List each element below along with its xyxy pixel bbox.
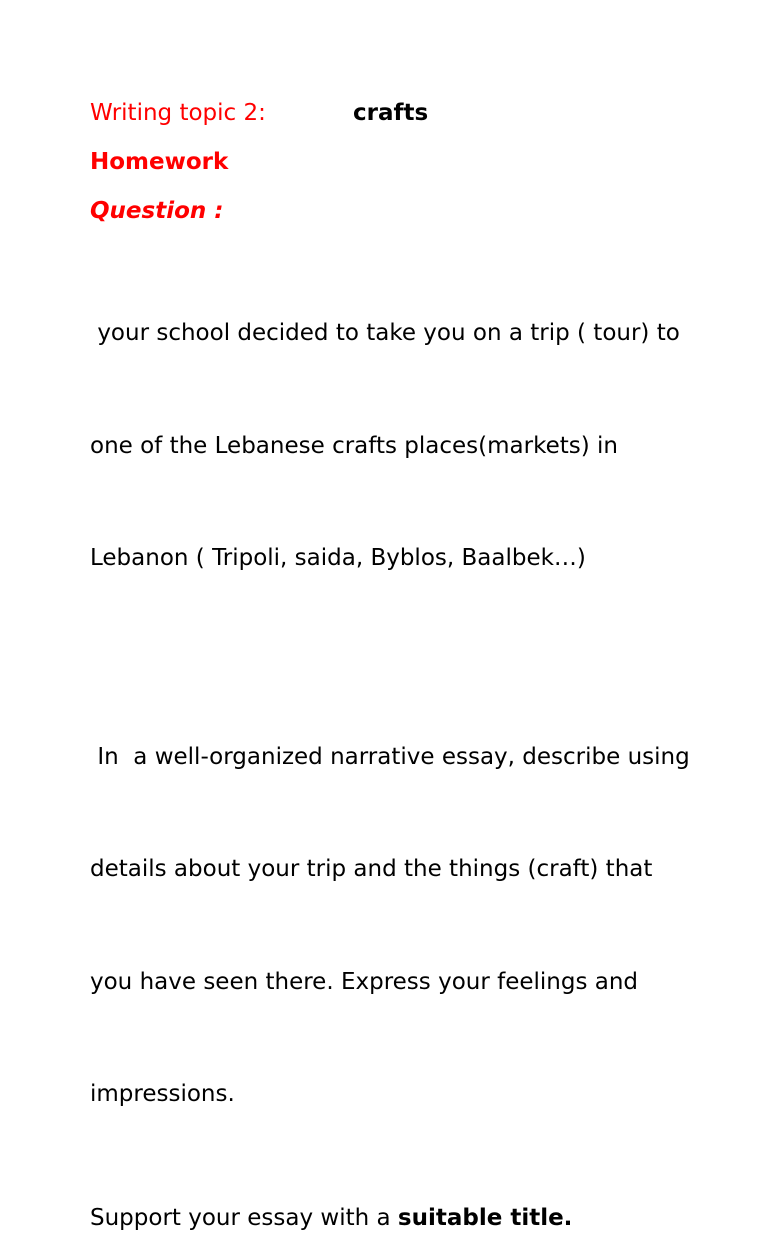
support-text: Support your essay with a: [90, 1205, 398, 1231]
paragraph-line: impressions.: [90, 1076, 690, 1114]
paragraph-line: you have seen there. Express your feelings and: [90, 964, 690, 1002]
suitable-title-emphasis: suitable title.: [398, 1205, 573, 1231]
question-paragraph-1: [90, 240, 690, 653]
paragraph-line: your school decided to take you on a trip ( tour) to: [90, 315, 690, 353]
document-page: [90, 95, 690, 1237]
paragraph-line: In a well-organized narrative essay, describe using: [90, 739, 690, 777]
paragraph-line: Lebanon ( Tripoli, saida, Byblos, Baalbek…): [90, 540, 690, 578]
homework-heading: Homework: [90, 144, 690, 180]
topic-label: Writing topic 2:: [90, 100, 266, 126]
paragraph-line: details about your trip and the things (craft) that: [90, 851, 690, 889]
question-paragraph-3: [90, 1200, 690, 1237]
paragraph-line: one of the Lebanese crafts places(markets) in: [90, 428, 690, 466]
question-label: Question :: [90, 193, 690, 229]
topic-name: crafts: [353, 95, 428, 131]
topic-line: [90, 95, 690, 131]
question-paragraph-2: [90, 664, 690, 1189]
